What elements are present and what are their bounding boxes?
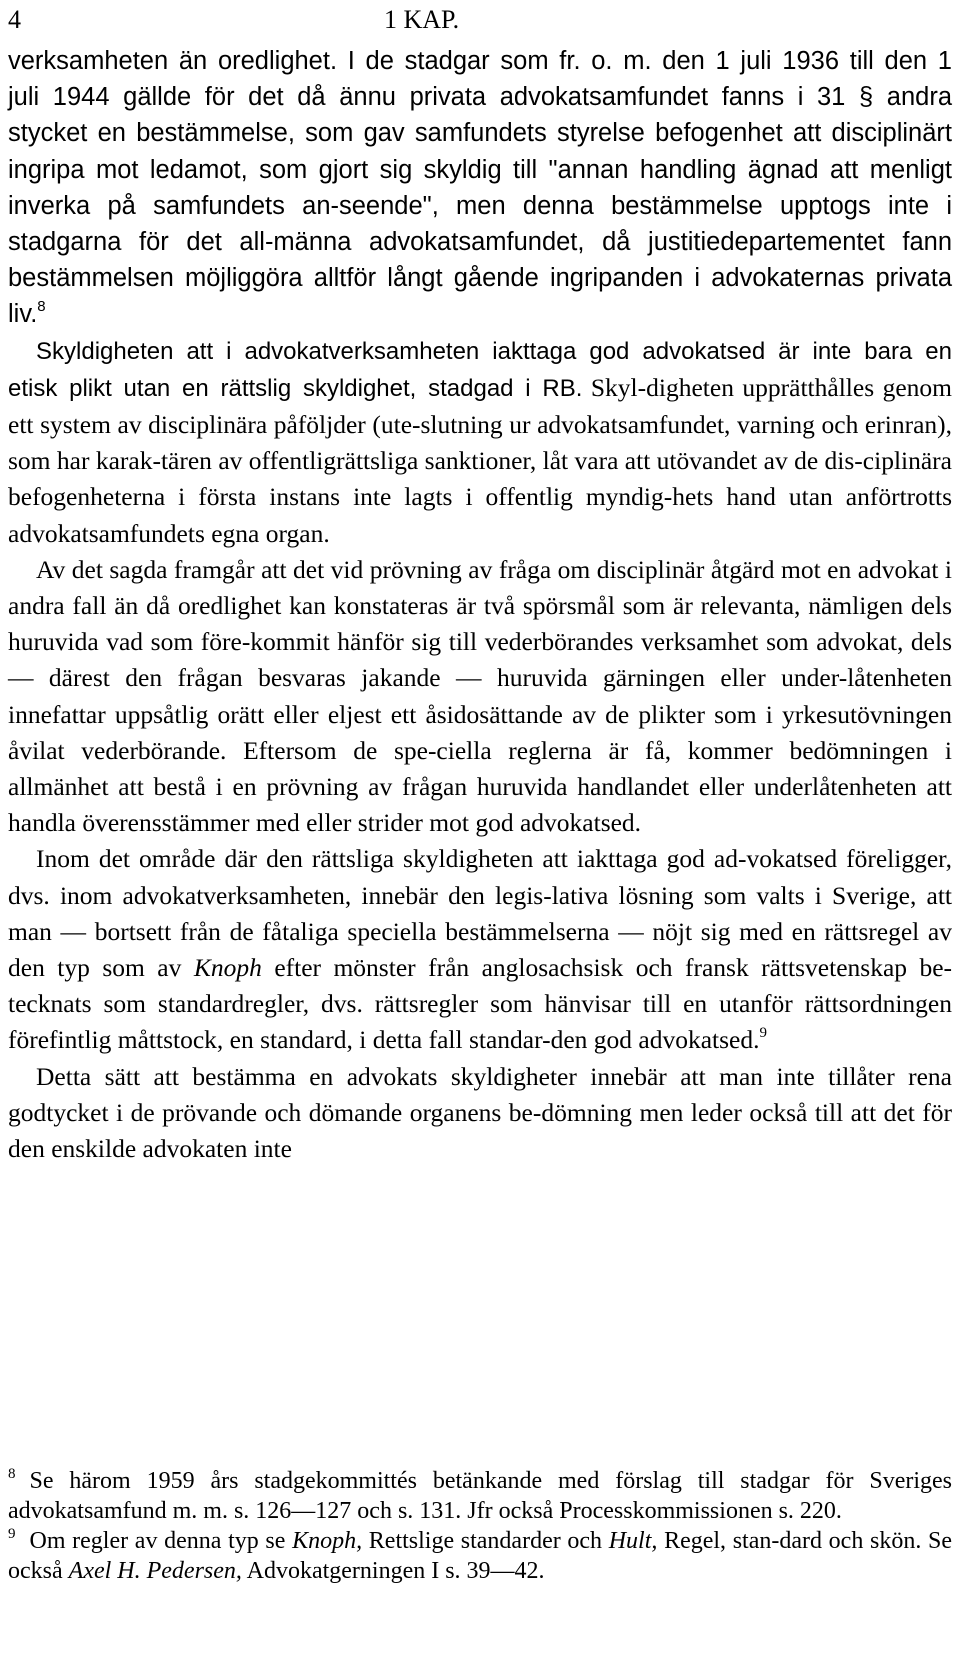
footnote-9 — [8, 1526, 952, 1586]
author-name-hult: Hult, — [608, 1528, 658, 1554]
paragraph-4 — [8, 841, 952, 1058]
paragraph-3-text: Av det sagda framgår att det vid prövning av fråga om disciplinär åtgärd mot en advokat i andra fall än då oredlighet kan konstateras är två spörsmål som är relevanta, nämligen dels huruvida vad som före-kommit hänför sig till vederbörandes verksamhet som advokat, dels — därest den frågan besvaras jakande — huruvida gärningen eller under-låtenheten innefattar uppsåtlig orätt eller eljest ett åsidosättande av de plikter som i yrkesutövningen åvilat vederbörande. Eftersom de spe-ciella reglerna är få, kommer bedömningen i allmänhet att bestå i en prövning av frågan huruvida handlandet eller underlåtenheten att handla överensstämmer med eller strider mot god advokatsed. — [8, 554, 952, 838]
paragraph-2 — [8, 333, 952, 552]
footnote-9-text-a: Om regler av denna typ se — [29, 1528, 286, 1554]
paragraph-3 — [8, 552, 952, 842]
author-name-knoph: Knoph, — [292, 1528, 363, 1554]
author-name-knoph: Knoph — [193, 953, 262, 983]
paragraph-4-text-a: Inom det område där den rättsliga skyldigheten att iakttaga god ad-vokatsed föreligger, dvs. inom advokatverksamheten, innebär den legis-lativa lösning som valts i Sverige, att man — bortsett från de fåtaliga speciella bestämmelserna — nöjt sig med en rättsregel av den typ som av — [8, 844, 952, 983]
paragraph-5-text: Detta sätt att bestämma en advokats skyldigheter innebär att man inte tillåter rena godtycket i de prövande och dömande organens be-dömning men leder också till att det för den enskilde advokaten inte — [8, 1061, 952, 1164]
paragraph-4-text-b: efter mönster från anglosachsisk och fransk rättsvetenskap be-tecknats som standardregler, dvs. rättsregler som hänvisar till en utanför rättsordningen förefintlig måttstock, en standard, i detta fall standar-den god advokatsed. — [8, 953, 953, 1055]
footnote-ref-9: 9 — [759, 1025, 768, 1042]
running-head — [8, 2, 952, 42]
footnote-ref-8: 8 — [37, 298, 46, 316]
footnote-8-mark: 8 — [8, 1466, 16, 1482]
footnote-9-text-c: Regel, stan-dard och skön. Se också — [8, 1528, 953, 1584]
paragraph-1 — [8, 43, 952, 333]
footnote-9-text-b: Rettslige standarder och — [368, 1528, 603, 1554]
body-text — [8, 43, 952, 1167]
paragraph-2-sans-text: Skyldigheten att i advokatverksamheten iakttaga god advokatsed är inte bara en etisk plikt utan en rättslig skyldighet, stadgad i RB. — [8, 337, 952, 402]
footnote-8 — [8, 1466, 952, 1526]
author-name-pedersen: Axel H. Pedersen, — [68, 1558, 242, 1584]
footnote-9-mark: 9 — [8, 1526, 16, 1542]
footnotes — [8, 1466, 952, 1586]
paragraph-1-text: verksamheten än oredlighet. I de stadgar som fr. o. m. den 1 juli 1936 till den 1 juli 1944 gällde för det då ännu privata advokatsamfundet fanns i 31 § andra stycket en bestämmelse, som gav samfundets styrelse befogenhet att disciplinärt ingripa mot ledamot, som gjort sig skyldig till "annan handling ägnad att menligt inverka på samfundets an-seende", men denna bestämmelse upptogs inte i stadgarna för det all-männa advokatsamfundet, då justitiedepartementet fann bestämmelsen möjliggöra alltför långt gående ingripanden i advokaternas privata liv. — [8, 47, 952, 329]
footnote-8-text: Se härom 1959 års stadgekommittés betänkande med förslag till stadgar för Sveriges advokatsamfund m. m. s. 126—127 och s. 131. Jfr också Processkommissionen s. 220. — [8, 1468, 952, 1524]
footnote-9-text-d: Advokatgerningen I s. 39—42. — [246, 1558, 545, 1584]
chapter-label: 1 KAP. — [384, 5, 460, 34]
book-page — [8, 0, 952, 1661]
page-number: 4 — [8, 5, 21, 34]
paragraph-5 — [8, 1059, 952, 1168]
paragraph-2-serif-text: Skyl-digheten upprätthålles genom ett system av disciplinära påföljder (ute-slutning ur advokatsamfundet, varning och erinran), som har karak-tären av offentligrättsliga sanktioner, låt vara att utövandet av de dis-ciplinära befogenheterna i första instans inte lagts i offentlig myndig-hets hand utan anförtrotts advokatsamfundets egna organ. — [8, 372, 952, 548]
